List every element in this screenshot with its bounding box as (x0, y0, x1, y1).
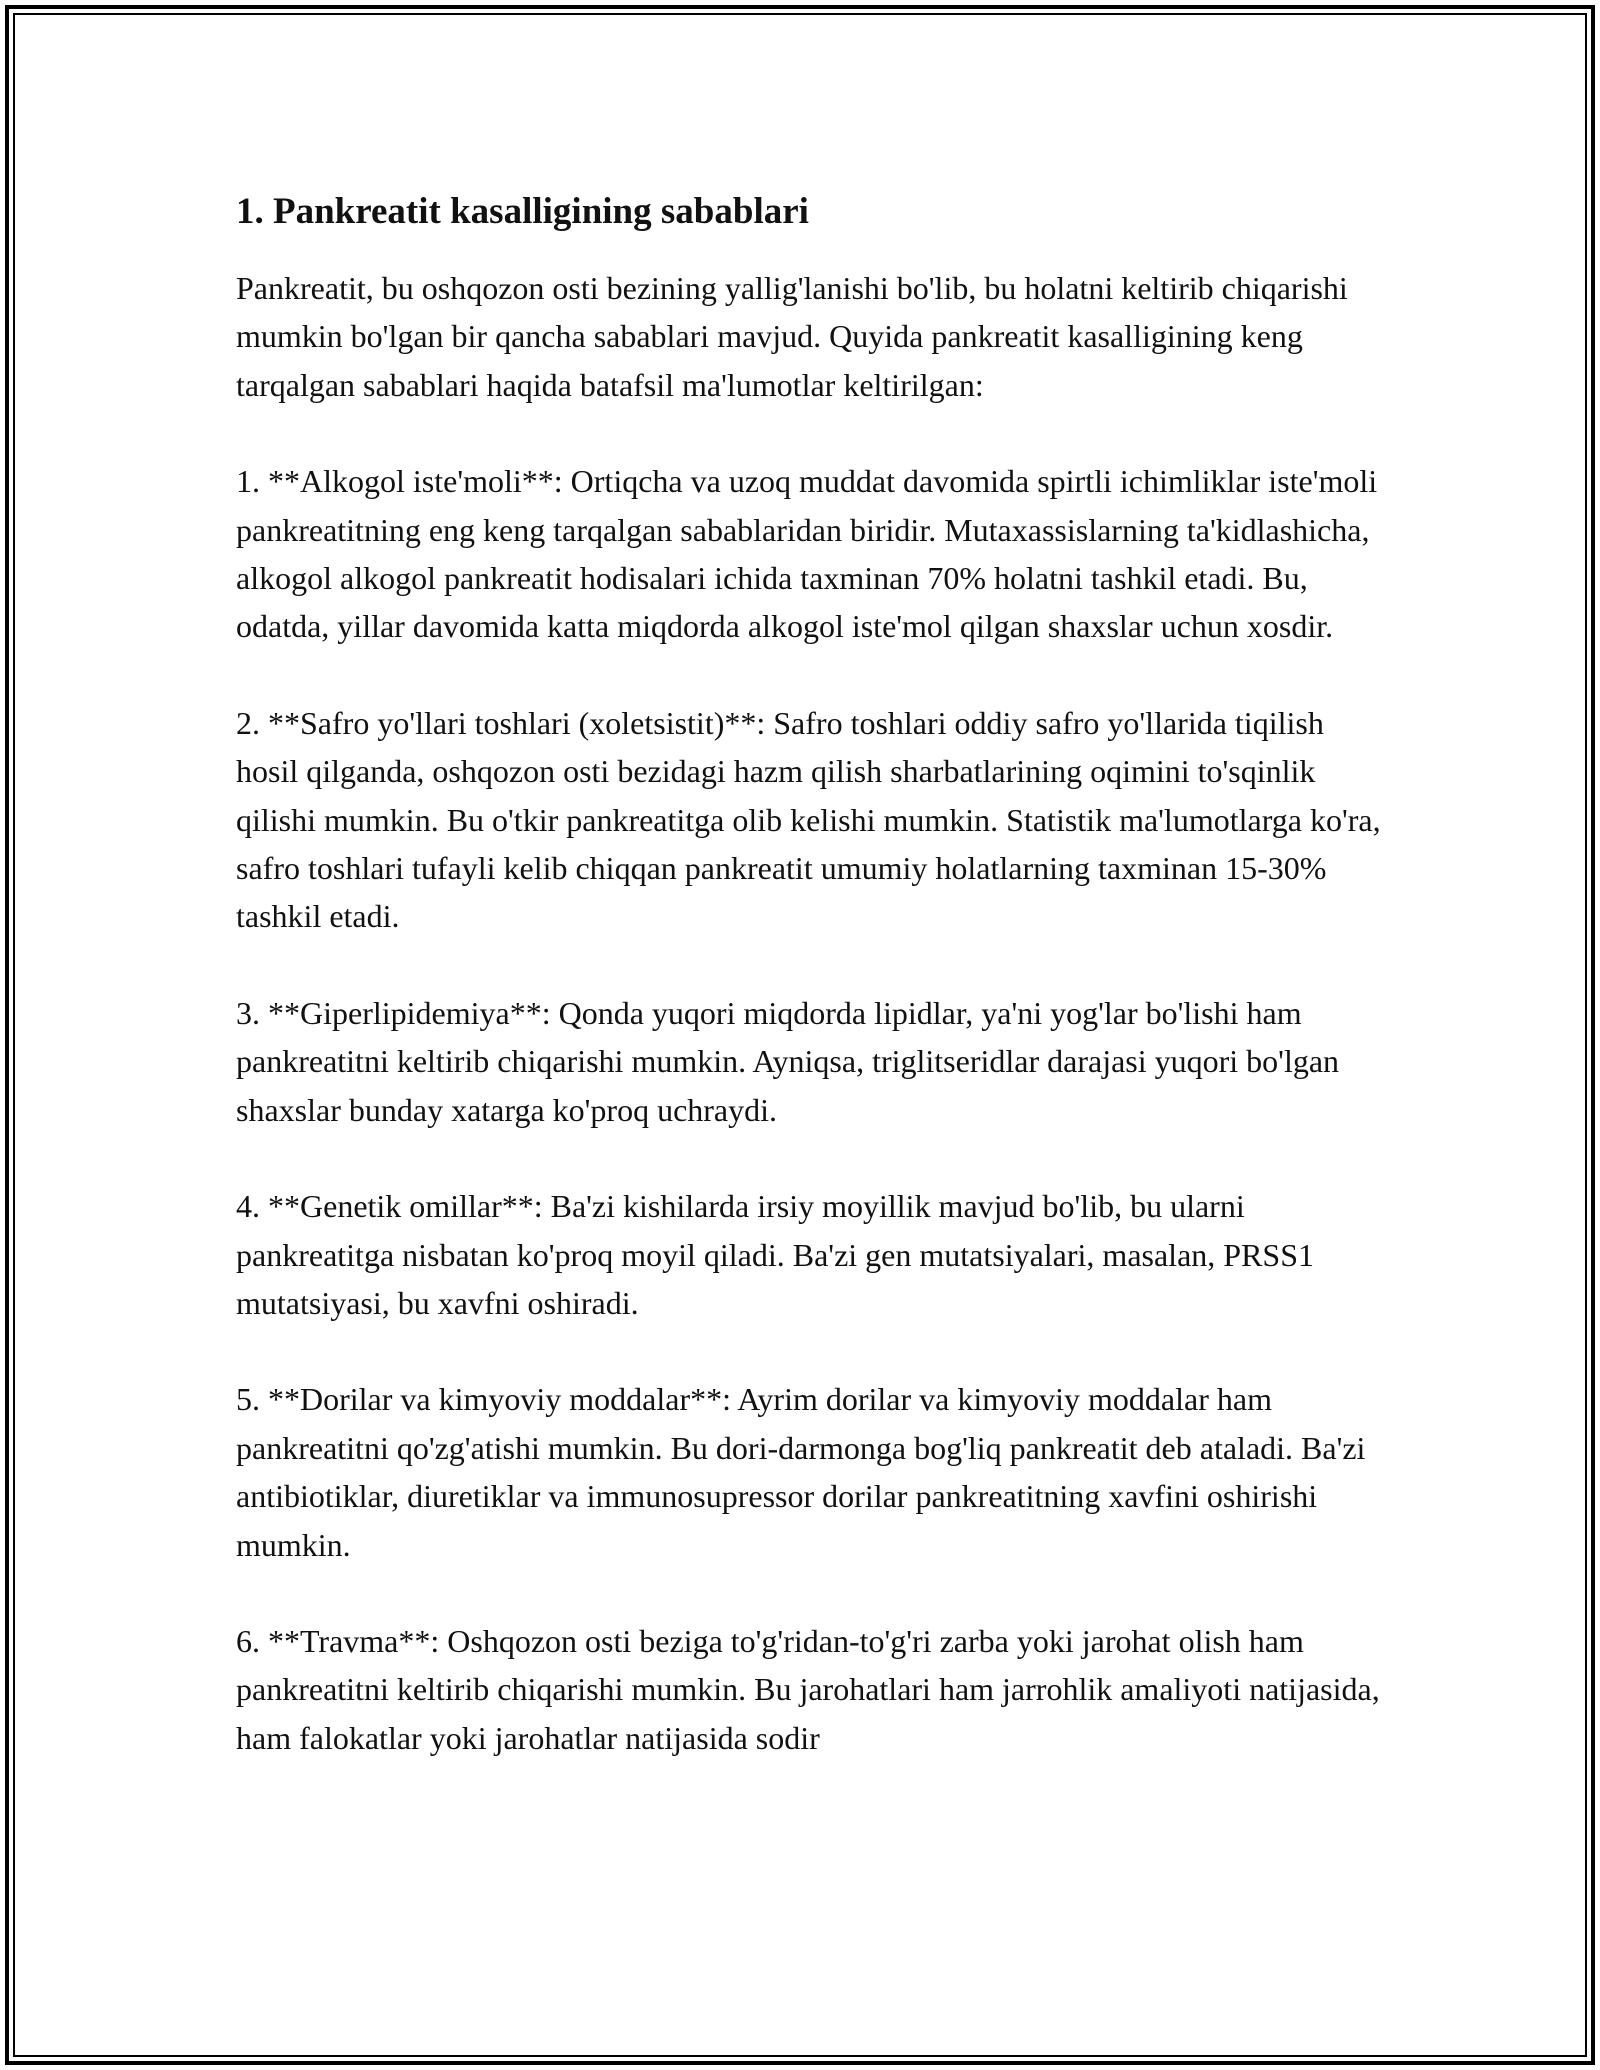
cause-gallstones-paragraph: 2. **Safro yo'llari toshlari (xoletsistit)**: Safro toshlari oddiy safro yo'llarida tiqilish hosil qilganda, oshqozon osti bezidagi hazm qilish sharbatlarining oqimini to'sqinlik qilishi mumkin. Bu o'tkir pankreatitga olib kelishi mumkin. Statistik ma'lumotlarga ko'ra, safro toshlari tufayli kelib chiqqan pankreatit umumiy holatlarning taxminan 15-30% tashkil etadi. (236, 704, 1381, 935)
cause-genetic-paragraph: 4. **Genetik omillar**: Ba'zi kishilarda irsiy moyillik mavjud bo'lib, bu ularni pankreatitga nisbatan ko'proq moyil qiladi. Ba'zi gen mutatsiyalari, masalan, PRSS1 mutatsiyasi, bu xavfni oshiradi. (236, 1188, 1314, 1321)
document-body (236, 188, 1386, 1810)
cause-hyperlipidemia-paragraph: 3. **Giperlipidemiya**: Qonda yuqori miqdorda lipidlar, ya'ni yog'lar bo'lishi ham pankreatitni keltirib chiqarishi mumkin. Ayniqsa, triglitseridlar darajasi yuqori bo'lgan shaxslar bunday xatarga ko'proq uchraydi. (236, 994, 1340, 1128)
intro-paragraph: Pankreatit, bu oshqozon osti bezining yallig'lanishi bo'lib, bu holatni keltirib chiqarishi mumkin bo'lgan bir qancha sabablari mavjud. Quyida pankreatit kasalligining keng tarqalgan sabablari haqida batafsil ma'lumotlar keltirilgan: (236, 270, 1348, 403)
cause-drugs-paragraph: 5. **Dorilar va kimyoviy moddalar**: Ayrim dorilar va kimyoviy moddalar ham pankreatitni qo'zg'atishi mumkin. Bu dori-darmonga bog'liq pankreatit deb ataladi. Ba'zi antibiotiklar, diuretiklar va immunosupressor dorilar pankreatitning xavfini oshirishi mumkin. (236, 1381, 1366, 1563)
section-heading: 1. Pankreatit kasalligining sabablari (236, 191, 809, 232)
cause-trauma-paragraph: 6. **Travma**: Oshqozon osti beziga to'g'ridan-to'g'ri zarba yoki jarohat olish ham pankreatitni keltirib chiqarishi mumkin. Bu jarohatlari ham jarrohlik amaliyoti natijasida, ham falokatlar yoki jarohatlar natijasida sodir (236, 1622, 1380, 1756)
cause-alcohol-paragraph: 1. **Alkogol iste'moli**: Ortiqcha va uzoq muddat davomida spirtli ichimliklar iste'moli pankreatitning eng keng tarqalgan sabablaridan biridir. Mutaxassislarning ta'kidlashicha, alkogol alkogol pankreatit hodisalari ichida taxminan 70% holatni tashkil etadi. Bu, odatda, yillar davomida katta miqdorda alkogol iste'mol qilgan shaxslar uchun xosdir. (236, 463, 1378, 645)
